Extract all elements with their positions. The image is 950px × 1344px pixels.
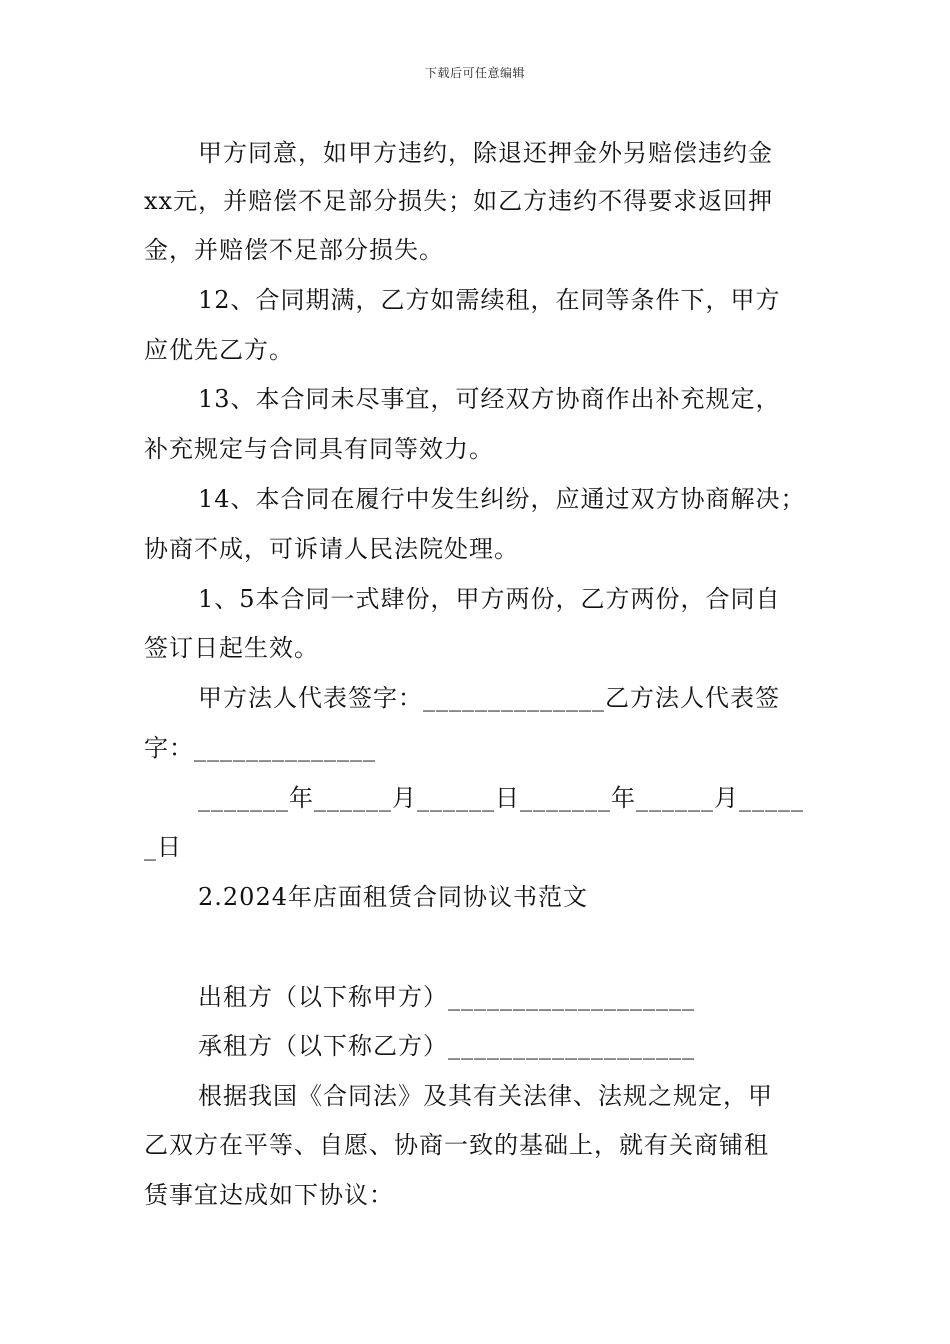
signature-line: 甲方法人代表签字：______________乙方法人代表签 — [198, 684, 780, 712]
text-line: 12、合同期满，乙方如需续租，在同等条件下，甲方 — [198, 286, 781, 314]
text-line: 14、本合同在履行中发生纠纷，应通过双方协商解决； — [198, 485, 806, 513]
text-line: xx元，并赔偿不足部分损失；如乙方违约不得要求返回押 — [144, 187, 774, 215]
date-line: _______年______月______日_______年______月_____ — [198, 784, 804, 812]
party-line: 出租方（以下称甲方）___________________ — [198, 983, 695, 1011]
text-line: 乙双方在平等、自愿、协商一致的基础上，就有关商铺租 — [144, 1131, 769, 1159]
text-line: 甲方同意，如甲方违约，除退还押金外另赔偿违约金 — [198, 139, 773, 167]
section-title: 2.2024年店面租赁合同协议书范文 — [198, 883, 588, 911]
party-line: 承租方（以下称乙方）___________________ — [198, 1032, 695, 1060]
date-line: _日 — [144, 833, 182, 861]
text-line: 赁事宜达成如下协议： — [144, 1181, 394, 1209]
text-line: 13、本合同未尽事宜，可经双方协商作出补充规定， — [198, 385, 781, 413]
page-header: 下载后可任意编辑 — [424, 66, 525, 80]
text-line: 应优先乙方。 — [144, 336, 294, 364]
text-line: 签订日起生效。 — [144, 634, 319, 662]
text-line: 根据我国《合同法》及其有关法律、法规之规定，甲 — [198, 1082, 773, 1110]
text-line: 补充规定与合同具有同等效力。 — [144, 435, 494, 463]
text-line: 协商不成，可诉请人民法院处理。 — [144, 535, 519, 563]
text-line: 金，并赔偿不足部分损失。 — [144, 236, 444, 264]
signature-line: 字：______________ — [144, 734, 376, 762]
text-line: 1、5本合同一式肆份，甲方两份，乙方两份，合同自 — [198, 585, 781, 613]
